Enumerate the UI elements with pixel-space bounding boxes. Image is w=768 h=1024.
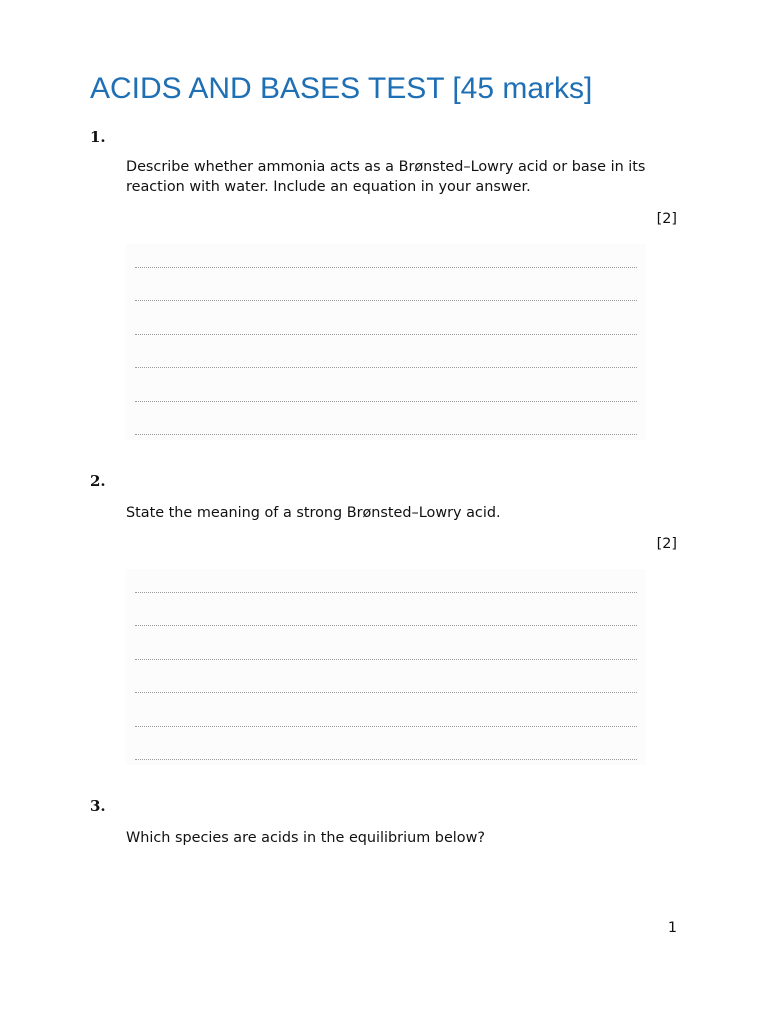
question-2-text: State the meaning of a strong Brønsted–Lowry acid.	[126, 505, 501, 521]
answer-line	[135, 434, 637, 435]
page-title: ACIDS AND BASES TEST [45 marks]	[90, 72, 593, 105]
question-3-number: 3.	[90, 797, 106, 815]
answer-line	[135, 267, 637, 268]
question-1-text: Describe whether ammonia acts as a Brønsted–Lowry acid or base in its reaction with water. Include an equation in your answer.	[126, 159, 646, 195]
answer-line	[135, 726, 637, 727]
answer-line	[135, 659, 637, 660]
question-2-answer-area[interactable]	[126, 569, 646, 765]
question-1-marks: [2]	[656, 211, 677, 227]
question-2-marks: [2]	[656, 536, 677, 552]
question-3-text: Which species are acids in the equilibrium below?	[126, 830, 486, 846]
page-number: 1	[667, 920, 677, 936]
question-1-number: 1.	[90, 128, 106, 146]
answer-line	[135, 401, 637, 402]
answer-line	[135, 625, 637, 626]
answer-line	[135, 592, 637, 593]
question-2-number: 2.	[90, 472, 106, 490]
answer-line	[135, 334, 637, 335]
answer-line	[135, 692, 637, 693]
answer-line	[135, 300, 637, 301]
question-1-answer-area[interactable]	[126, 244, 646, 440]
answer-line	[135, 367, 637, 368]
answer-line	[135, 759, 637, 760]
